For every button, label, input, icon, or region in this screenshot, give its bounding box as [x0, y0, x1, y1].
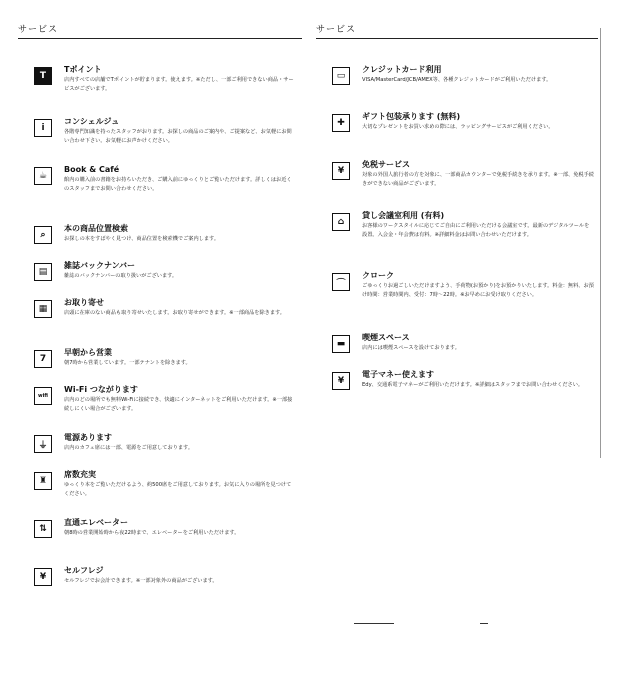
right-section-title: サービス — [316, 22, 598, 39]
service-description: 大切なプレゼントをお買い求めの際には、ラッピングサービスがご利用ください。 — [362, 124, 554, 130]
left-service-text — [64, 224, 296, 244]
gift-wrap-icon: ✚ — [332, 114, 350, 132]
right-service-text — [362, 65, 594, 85]
meeting-room-icon: ⌂ — [332, 213, 350, 231]
service-title: 直通エレベーター — [64, 518, 128, 527]
bottom-rule — [354, 623, 394, 624]
left-service-text — [64, 518, 296, 538]
credit-card-icon: ▭ — [332, 67, 350, 85]
left-service-text — [64, 470, 296, 499]
smoking-icon: ▬ — [332, 335, 350, 353]
e-money-icon: ¥ — [332, 372, 350, 390]
right-service-text — [362, 112, 594, 132]
service-description: ゆっくり本をご覧いただけるよう、約500席をご用意しております。お気に入りの場所を見つけてください。 — [64, 482, 292, 497]
right-service-text — [362, 370, 594, 390]
early-open-icon: 7 — [34, 350, 52, 368]
service-description: 各階専門知識を持ったスタッフがおります。お探しの商品のご案内や、ご提案など、お気軽にお問い合わせ下さい。お気軽にお声かけください。 — [64, 129, 292, 144]
left-service-text — [64, 165, 296, 194]
service-description: 店内すべての店舗でTポイントが貯まります。使えます。※ただし、一部ご利用できない商品・サービスがございます。 — [64, 77, 294, 92]
service-description: お客様のワークスタイルに応じてご自由にご利用いただける会議室です。最新のデジタルツールを設置。入会金・年会費は有料。※詳細料金はお問い合わせいただけます。 — [362, 223, 590, 238]
magazine-icon: ▤ — [34, 263, 52, 281]
service-title: Book & Café — [64, 165, 120, 174]
service-title: 席数充実 — [64, 470, 96, 479]
service-title: 雑誌バックナンバー — [64, 261, 136, 270]
service-description: 朝7時から営業しています。一部テナントを除きます。 — [64, 360, 191, 366]
t-point-icon: T — [34, 67, 52, 85]
order-icon: ▦ — [34, 300, 52, 318]
self-register-icon: ¥ — [34, 568, 52, 586]
service-title: ギフト包装承ります (無料) — [362, 112, 461, 121]
service-title: 喫煙スペース — [362, 333, 410, 342]
service-description: Edy、交通系電子マネーがご利用いただけます。※詳細はスタッフまでお問い合わせください。 — [362, 382, 584, 388]
service-title: 貸し会議室利用 (有料) — [362, 211, 445, 220]
seat-icon: ♜ — [34, 472, 52, 490]
service-description: セルフレジでお会計できます。※一部対象外の商品がございます。 — [64, 578, 218, 584]
service-title: コンシェルジュ — [64, 117, 120, 126]
service-description: 館内の購入前の書籍をお持ちいただき、ご購入前にゆっくりとご覧いただけます。詳しくはお近くのスタッフまでお問い合わせください。 — [64, 177, 292, 192]
service-title: 免税サービス — [362, 160, 410, 169]
left-section-title: サービス — [18, 22, 302, 39]
service-title: Tポイント — [64, 65, 102, 74]
service-description: 朝8時の営業開始時から夜22時まで、エレベーターをご利用いただけます。 — [64, 530, 240, 536]
power-outlet-icon: ⏚ — [34, 435, 52, 453]
wifi-icon: wifi — [34, 387, 52, 405]
right-column — [316, 22, 598, 39]
left-service-text — [64, 433, 296, 453]
left-service-text — [64, 298, 296, 318]
service-description: 雑誌のバックナンバーの取り扱いがございます。 — [64, 273, 178, 279]
service-title: セルフレジ — [64, 566, 104, 575]
service-title: 早朝から営業 — [64, 348, 112, 357]
service-description: VISA/MasterCard/JCB/AMEX等、各種クレジットカードがご利用いただけます。 — [362, 77, 552, 83]
right-service-text — [362, 271, 594, 300]
left-service-text — [64, 117, 296, 146]
service-description: 店頭に在庫のない商品も取り寄せいたします。お取り寄せができます。※一部商品を除きます。 — [64, 310, 285, 316]
left-service-text — [64, 261, 296, 281]
service-description: 店内のカフェ席には一部、電源をご用意しております。 — [64, 445, 194, 451]
tax-free-icon: ¥ — [332, 162, 350, 180]
left-service-text — [64, 385, 296, 414]
right-service-text — [362, 333, 594, 353]
service-title: Wi-Fi つながります — [64, 385, 138, 394]
elevator-icon: ⇅ — [34, 520, 52, 538]
service-description: 店内のどの場所でも無料Wi-Fiに接続でき、快適にインターネットをご利用いただけます。※一部接続しにくい場合がございます。 — [64, 397, 293, 412]
service-description: お探しの本をすばやく見つけ、商品位置を検索機でご案内します。 — [64, 236, 220, 242]
left-service-text — [64, 566, 296, 586]
service-title: 本の商品位置検索 — [64, 224, 128, 233]
left-column — [18, 22, 302, 39]
service-title: クローク — [362, 271, 394, 280]
left-service-text — [64, 65, 296, 94]
right-edge-line — [600, 28, 601, 458]
service-title: 電子マネー使えます — [362, 370, 434, 379]
search-icon: ⌕ — [34, 226, 52, 244]
service-description: ごゆっくりお過ごしいただけますよう、手荷物(お預かり)をお預かりいたします。料金：無料、お預け時間：営業時間内、受付：7時〜22時。※お早めにお受け取りください。 — [362, 283, 594, 298]
left-service-text — [64, 348, 296, 368]
concierge-icon: i — [34, 119, 52, 137]
service-title: お取り寄せ — [64, 298, 104, 307]
service-description: 店内には喫煙スペースを設けております。 — [362, 345, 460, 351]
right-service-text — [362, 211, 594, 240]
service-description: 対象の外国人旅行者の方を対象に、一部商品カウンターで免税手続きを承ります。※一部、免税手続きができない商品がございます。 — [362, 172, 594, 187]
cafe-icon: ☕ — [34, 167, 52, 185]
cloak-icon: ⌒ — [332, 273, 350, 291]
bottom-rule-short — [480, 623, 488, 624]
service-title: 電源あります — [64, 433, 112, 442]
service-title: クレジットカード利用 — [362, 65, 442, 74]
right-service-text — [362, 160, 594, 189]
